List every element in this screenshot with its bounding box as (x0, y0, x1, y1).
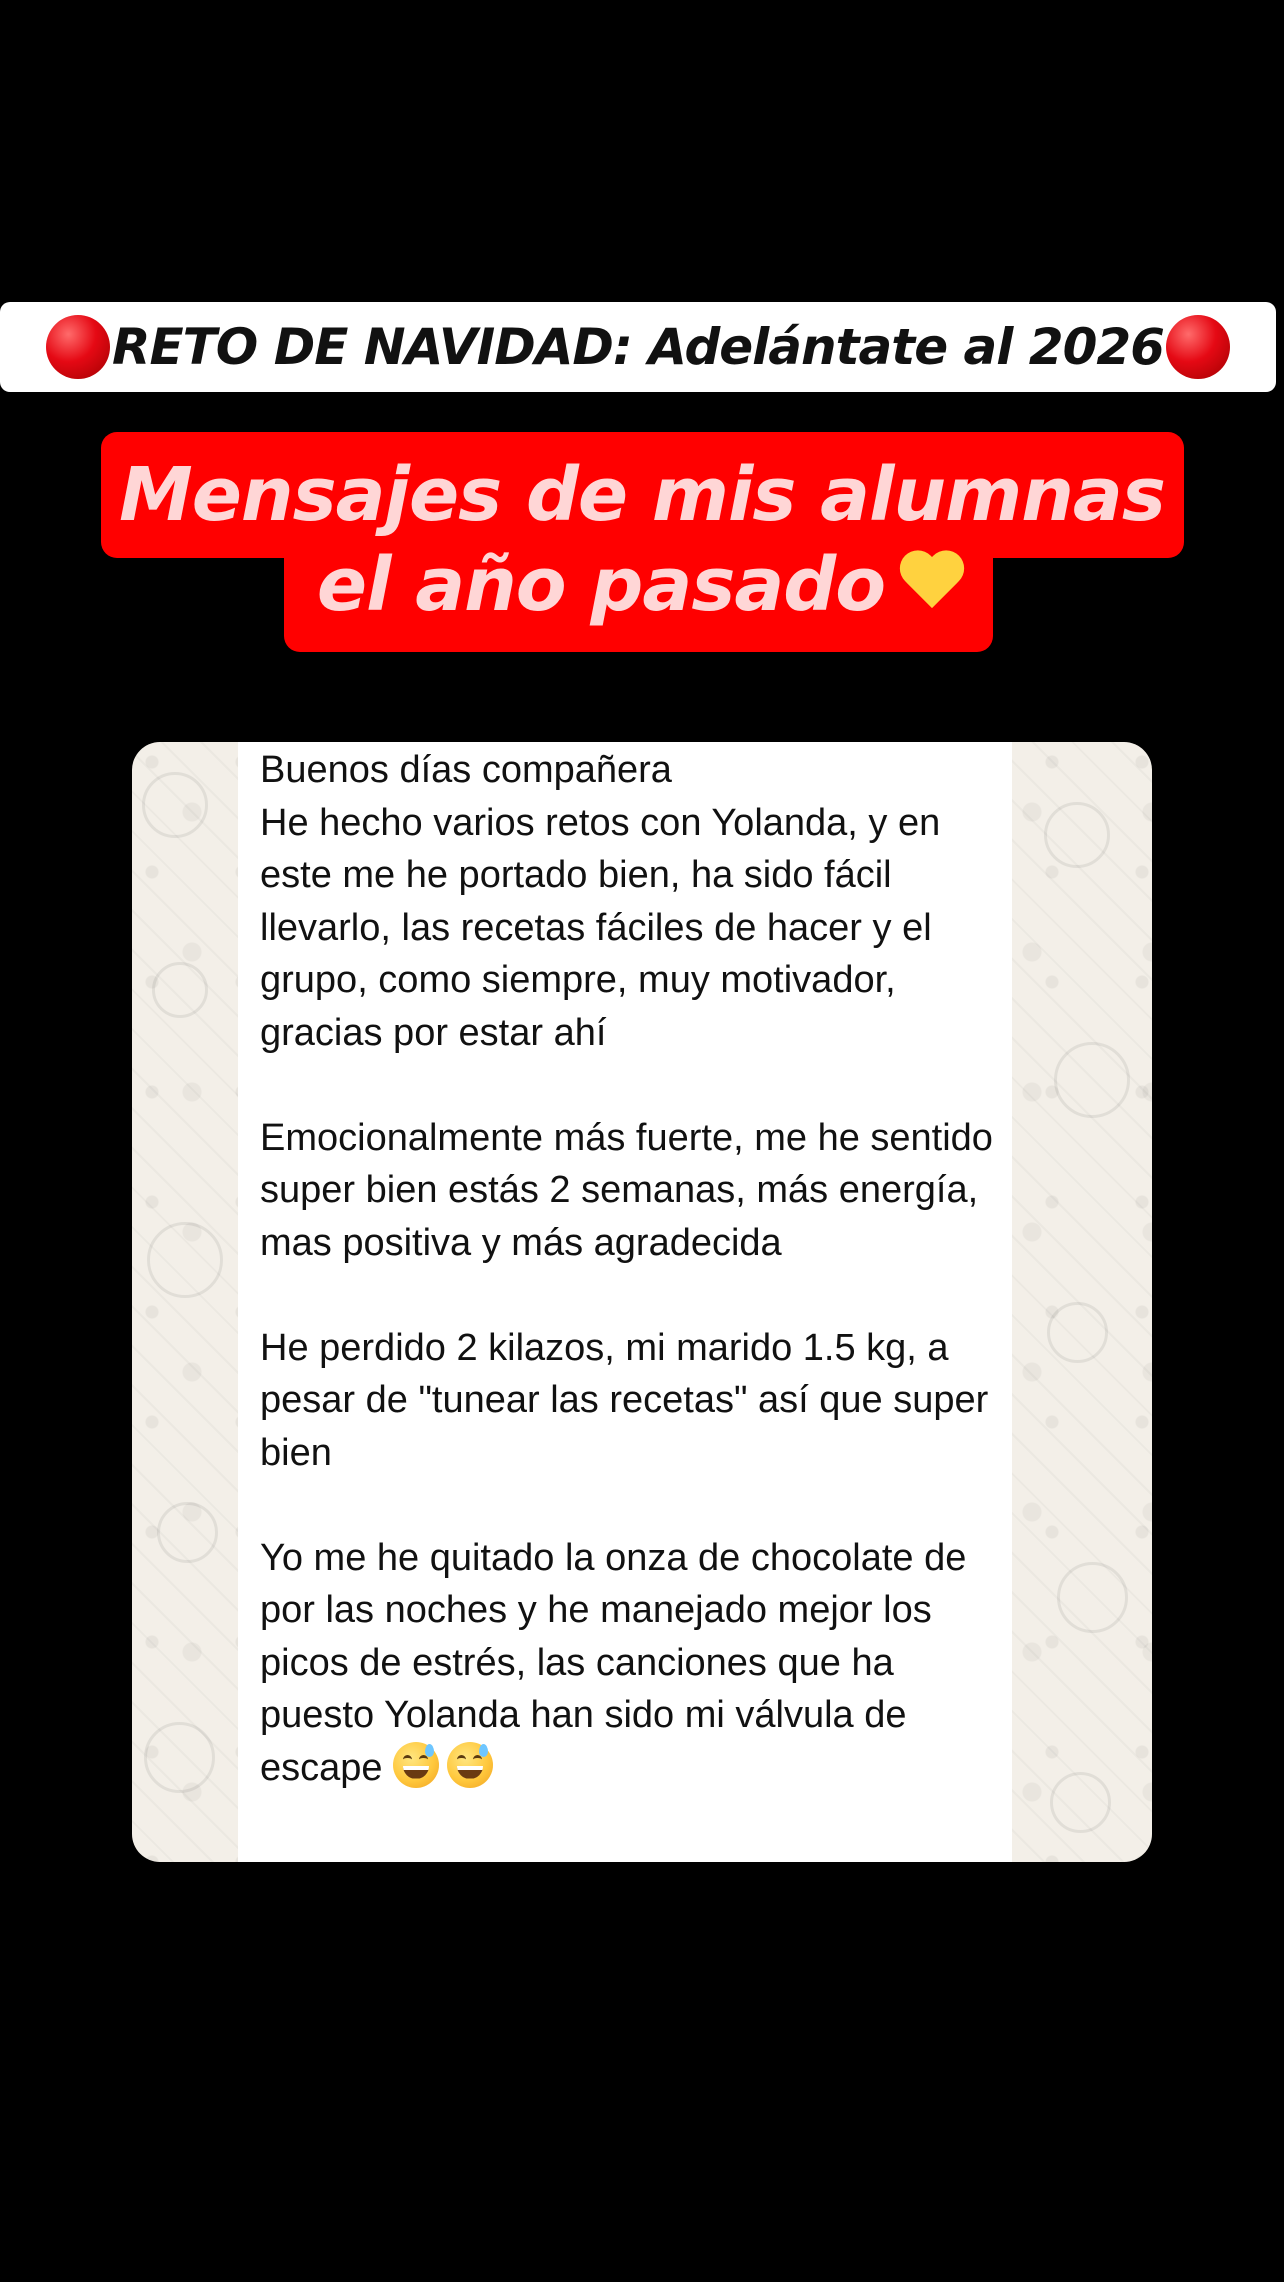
challenge-banner (0, 302, 1276, 392)
red-circle-icon (46, 315, 110, 379)
message-body (260, 744, 1005, 1794)
headline-line-2-wrap (0, 542, 1284, 628)
message-paragraph: He perdido 2 kilazos, mi marido 1.5 kg, a pesar de "tunear las recetas" así que super bien (260, 1326, 989, 1474)
yellow-heart-icon (897, 552, 967, 614)
banner-title: RETO DE NAVIDAD: Adelántate al 2026 (112, 318, 1164, 376)
grinning-sweat-icon (393, 1742, 439, 1788)
chat-screenshot (132, 742, 1152, 1862)
grinning-sweat-icon (447, 1742, 493, 1788)
message-paragraph: Emocionalmente más fuerte, me he sentido super bien estás 2 semanas, más energía, mas positiva y más agradecida (260, 1116, 993, 1264)
message-bubble (238, 742, 1012, 1862)
wallpaper-doodle (144, 1722, 215, 1793)
headline-line-1: Mensajes de mis alumnas (119, 452, 1165, 538)
wallpaper-doodle (1054, 1042, 1130, 1118)
wallpaper-doodle (1047, 1302, 1108, 1363)
wallpaper-doodle (147, 1222, 223, 1298)
message-paragraph: Yo me he quitado la onza de chocolate de por las noches y he manejado mejor los picos de estrés, las canciones que ha puesto Yolanda han sido mi válvula de escape (260, 1536, 967, 1789)
wallpaper-doodle (1044, 802, 1110, 868)
red-circle-icon (1166, 315, 1230, 379)
headline (0, 432, 1284, 652)
headline-line-2: el año pasado (316, 542, 886, 628)
wallpaper-doodle (1057, 1562, 1128, 1633)
message-paragraph: Buenos días compañera He hecho varios retos con Yolanda, y en este me he portado bien, ha sido fácil llevarlo, las recetas fáciles de hacer y el grupo, como siempre, muy motivador, gracias por estar ahí (260, 749, 941, 1054)
wallpaper-doodle (1050, 1772, 1111, 1833)
wallpaper-doodle (142, 772, 208, 838)
message-paragraph-last (260, 1532, 1005, 1795)
wallpaper-doodle (157, 1502, 218, 1563)
wallpaper-doodle (152, 962, 208, 1018)
